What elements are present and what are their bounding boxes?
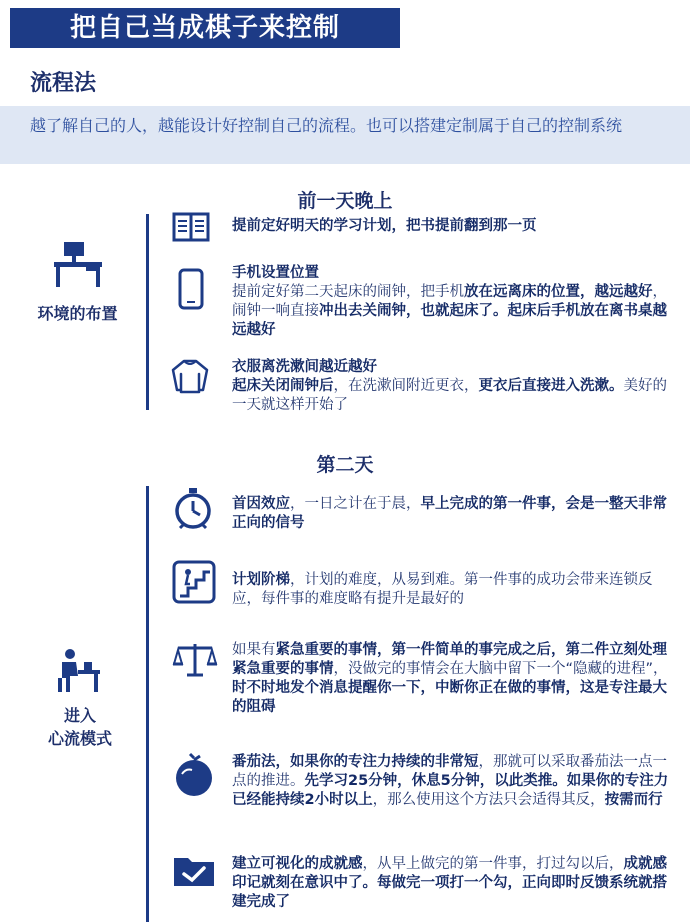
bold-text: 按需而行 (604, 792, 663, 808)
bold-text: 放在远离床的位置，越远越好 (464, 284, 653, 300)
day2-item (232, 495, 672, 533)
day1-item (232, 358, 672, 415)
body-text: ，一日之计在于晨， (290, 496, 421, 512)
body-text: ，从早上做完的第一件事，打过勾以后， (362, 856, 624, 872)
day2-item (232, 753, 672, 810)
page-title: 把自己当成棋子来控制 (10, 8, 400, 48)
bold-text: 番茄法，如果你的专注力持续的非常短 (232, 754, 479, 770)
day1-title: 前一天晚上 (297, 190, 393, 212)
day2-side-label-line2: 心流模式 (47, 729, 112, 748)
bold-text: 计划阶梯 (232, 572, 290, 588)
bold-text: 起床关闭闹钟后 (232, 378, 334, 394)
tomato-icon (172, 752, 216, 798)
bold-text: 成就感印记就刻在意识中了。每做完一项打一个勾，正向即时反馈系统就搭建完成了 (232, 856, 667, 910)
day2-item (232, 855, 672, 912)
item-heading: 衣服离洗漱间越近越好 (232, 359, 377, 375)
alarm-clock-icon (170, 486, 216, 532)
section-title: 流程法 (30, 71, 97, 96)
day2-title: 第二天 (316, 454, 374, 476)
body-text: ，闹钟一响直接 (232, 284, 667, 319)
stairs-icon (172, 560, 216, 604)
bold-text: 早上完成的第一件事，会是一整天非常正向的信号 (232, 496, 667, 531)
intro-text: 越了解自己的人，越能设计好控制自己的流程。也可以搭建定制属于自己的控制系统 (30, 116, 623, 135)
body-text: ，没做完的事情会在大脑中留下一个“隐藏的进程”， (333, 661, 668, 677)
day1-item (232, 217, 672, 236)
bold-text: 首因效应 (232, 496, 290, 512)
body-text: ，在洗漱间附近更衣， (333, 378, 479, 394)
body-text: 美好的一天就这样开始了 (232, 378, 667, 413)
item-heading: 手机设置位置 (232, 265, 319, 281)
body-text: 提前定好第二天起床的闹钟，把手机 (232, 284, 464, 300)
bold-text: 提前定好明天的学习计划，把书提前翻到那一页 (232, 218, 537, 234)
bold-text: 更衣后直接进入洗漱。 (478, 378, 624, 394)
bold-text: 建立可视化的成就感 (232, 856, 363, 872)
bold-text: 紧急重要的事情，第一件简单的事完成之后，第二件立刻处理紧急重要的事情 (232, 642, 667, 677)
bold-text: 冲出去关闹钟，也就起床了。起床后手机放在离书桌越远越好 (232, 303, 667, 338)
phone-icon (178, 268, 204, 310)
desk-icon (52, 240, 104, 288)
scale-icon (172, 640, 218, 678)
day2-side-label (30, 704, 130, 750)
body-text: ，那么使用这个方法只会适得其反， (372, 792, 605, 808)
day2-divider (146, 486, 149, 922)
book-icon (172, 212, 210, 242)
body-text: ，计划的难度，从易到难。第一件事的成功会带来连锁反应，每件事的难度略有提升是最好的 (232, 572, 653, 607)
day2-item (232, 571, 672, 609)
day2-side-label-line1: 进入 (63, 706, 96, 725)
body-text: ，那就可以采取番茄法一点一点的推进。 (232, 754, 667, 789)
day1-item (232, 264, 672, 340)
day2-item (232, 641, 672, 717)
person-at-desk-icon (56, 648, 102, 696)
day1-side-label: 环境的布置 (37, 304, 118, 323)
folder-check-icon (172, 852, 216, 888)
bold-text: 时不时地发个消息提醒你一下，中断你正在做的事情，这是专注最大的阻碍 (232, 680, 667, 715)
bold-text: 先学习25分钟，休息5分钟，以此类推。如果你的专注力已经能持续2小时以上 (232, 773, 669, 808)
shirt-icon (170, 358, 210, 394)
day1-divider (146, 214, 149, 410)
body-text: 如果有 (232, 642, 276, 658)
